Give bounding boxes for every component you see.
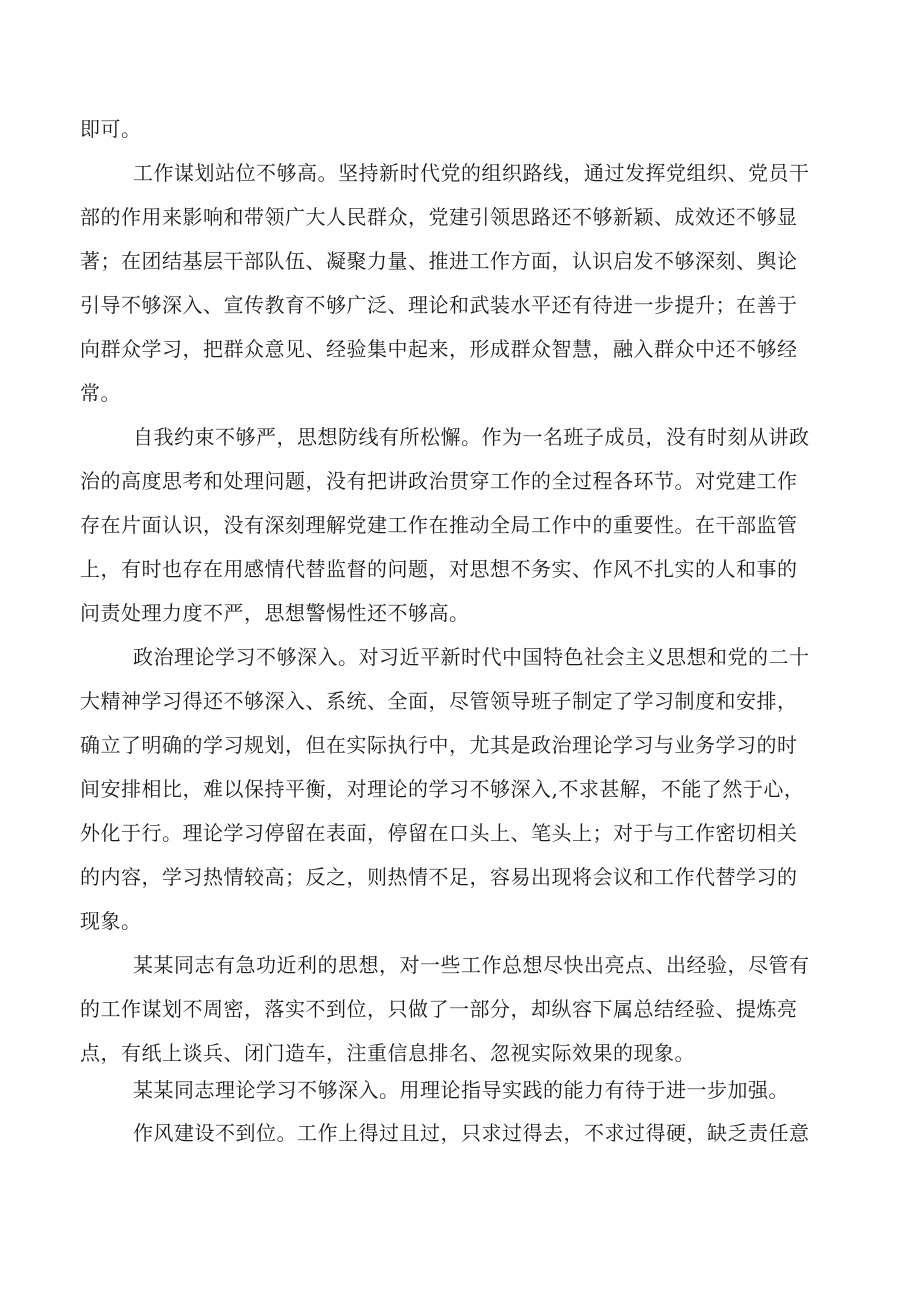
text-line: 外化于行。理论学习停留在表面，停留在口头上、笔头上；对于与工作密切相关 (80, 821, 798, 845)
text-line: 著；在团结基层干部队伍、凝聚力量、推进工作方面，认识启发不够深刻、舆论 (80, 249, 798, 273)
text-line: 确立了明确的学习规划，但在实际执行中，尤其是政治理论学习与业务学习的时 (80, 733, 798, 757)
text-line: 现象。 (80, 909, 142, 933)
text-line: 大精神学习得还不够深入、系统、全面，尽管领导班子制定了学习制度和安排， (80, 689, 798, 713)
text-line: 的工作谋划不周密，落实不到位，只做了一部分，却纵容下属总结经验、提炼亮 (80, 997, 798, 1021)
text-line: 问责处理力度不严，思想警惕性还不够高。 (80, 601, 470, 625)
text-line: 即可。 (80, 117, 142, 141)
text-line: 某某同志有急功近利的思想，对一些工作总想尽快出亮点、出经验，尽管有 (133, 953, 810, 977)
text-line: 间安排相比，难以保持平衡，对理论的学习不够深入,不求甚解，不能了然于心， (80, 777, 805, 801)
text-line: 作风建设不到位。工作上得过且过，只求过得去，不求过得硬，缺乏责任意 (133, 1121, 810, 1145)
text-line: 上，有时也存在用感情代替监督的问题，对思想不务实、作风不扎实的人和事的 (80, 557, 798, 581)
text-line: 引导不够深入、宣传教育不够广泛、理论和武装水平还有待进一步提升；在善于 (80, 293, 798, 317)
text-line: 某某同志理论学习不够深入。用理论指导实践的能力有待于进一步加强。 (133, 1078, 789, 1102)
text-line: 工作谋划站位不够高。坚持新时代党的组织路线，通过发挥党组织、党员干 (133, 161, 810, 185)
text-line: 自我约束不够严，思想防线有所松懈。作为一名班子成员，没有时刻从讲政 (133, 425, 810, 449)
text-line: 存在片面认识，没有深刻理解党建工作在推动全局工作中的重要性。在干部监管 (80, 513, 798, 537)
text-line: 治的高度思考和处理问题，没有把讲政治贯穿工作的全过程各环节。对党建工作 (80, 469, 798, 493)
text-line: 的内容，学习热情较高；反之，则热情不足，容易出现将会议和工作代替学习的 (80, 865, 798, 889)
text-line: 政治理论学习不够深入。对习近平新时代中国特色社会主义思想和党的二十 (133, 645, 810, 669)
text-line: 点，有纸上谈兵、闭门造车，注重信息排名、忽视实际效果的现象。 (80, 1041, 695, 1065)
text-line: 常。 (80, 381, 121, 405)
text-line: 向群众学习，把群众意见、经验集中起来，形成群众智慧，融入群众中还不够经 (80, 337, 798, 361)
text-line: 部的作用来影响和带领广大人民群众，党建引领思路还不够新颖、成效还不够显 (80, 205, 798, 229)
